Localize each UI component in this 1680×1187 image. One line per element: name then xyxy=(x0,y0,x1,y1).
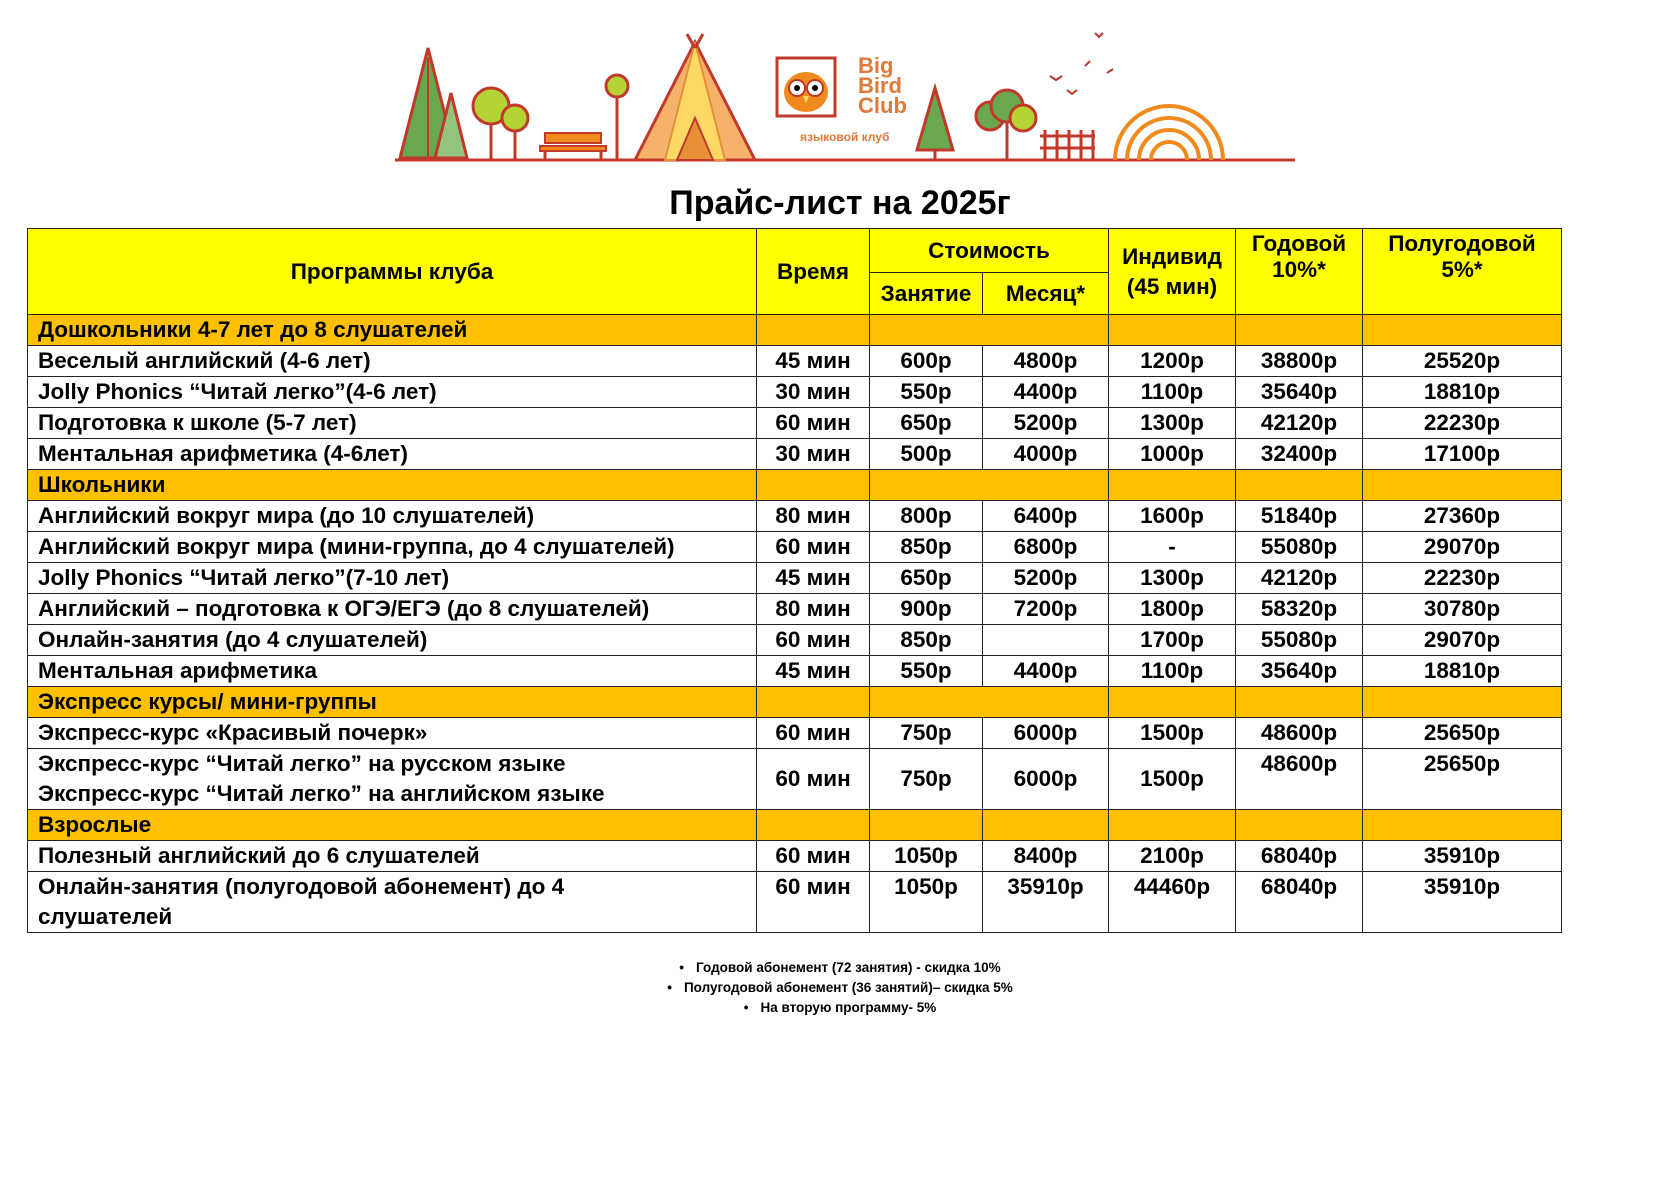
footnote-item: • Годовой абонемент (72 занятия) - скидка 10% xyxy=(679,960,1001,975)
header-month: Месяц* xyxy=(983,273,1109,315)
table-row: Jolly Phonics “Читай легко”(4-6 лет) 30 мин 550р 4400р 1100р 35640р 18810р xyxy=(28,377,1562,408)
brand-subtitle: языковой клуб xyxy=(800,130,890,144)
section-row: Школьники xyxy=(28,470,1562,501)
round-tree-icon xyxy=(473,88,528,160)
table-row: Подготовка к школе (5-7 лет) 60 мин 650р 5200р 1300р 42120р 22230р xyxy=(28,408,1562,439)
section-row: Экспресс курсы/ мини-группы xyxy=(28,687,1562,718)
table-row: Английский вокруг мира (до 10 слушателей) 80 мин 800р 6400р 1600р 51840р 27360р xyxy=(28,501,1562,532)
tree-cluster-icon xyxy=(976,90,1036,160)
table-row: Экспресс-курс «Красивый почерк» 60 мин 750р 6000р 1500р 48600р 25650р xyxy=(28,718,1562,749)
header-time: Время xyxy=(757,229,870,315)
table-row: Полезный английский до 6 слушателей 60 мин 1050р 8400р 2100р 68040р 35910р xyxy=(28,841,1562,872)
small-tree-icon xyxy=(606,75,628,160)
footnote-item: • Полугодовой абонемент (36 занятий)– скидка 5% xyxy=(667,980,1013,995)
small-pine-icon xyxy=(917,88,953,160)
table-row: Веселый английский (4-6 лет) 45 мин 600р 4800р 1200р 38800р 25520р xyxy=(28,346,1562,377)
header-halfyear: Полугодовой 5%* xyxy=(1363,229,1562,315)
header-illustration xyxy=(395,18,1295,168)
page-title: Прайс-лист на 2025г xyxy=(669,184,1011,222)
pine-tree-icon xyxy=(400,48,467,160)
header-programs: Программы клуба xyxy=(28,229,757,315)
footnotes xyxy=(0,958,1680,1018)
header-lesson: Занятие xyxy=(870,273,983,315)
brand-name: Big Bird Club xyxy=(858,53,907,118)
section-row: Взрослые xyxy=(28,810,1562,841)
teepee-icon xyxy=(635,34,755,160)
table-row: Онлайн-занятия (до 4 слушателей) 60 мин 850р 1700р 55080р 29070р xyxy=(28,625,1562,656)
owl-logo-icon xyxy=(777,58,835,116)
fence-icon xyxy=(1040,130,1095,160)
header-individual: Индивид (45 мин) xyxy=(1109,229,1236,315)
table-row: Ментальная арифметика (4-6лет) 30 мин 500р 4000р 1000р 32400р 17100р xyxy=(28,439,1562,470)
price-table xyxy=(27,228,1562,933)
table-row: Английский вокруг мира (мини-группа, до 4 слушателей) 60 мин 850р 6800р - 55080р 29070р xyxy=(28,532,1562,563)
section-row: Дошкольники 4-7 лет до 8 слушателей xyxy=(28,315,1562,346)
header-cost: Стоимость xyxy=(870,229,1109,273)
footnote-item: • На вторую программу- 5% xyxy=(743,1000,937,1015)
table-row: Ментальная арифметика 45 мин 550р 4400р 1100р 35640р 18810р xyxy=(28,656,1562,687)
table-row: Jolly Phonics “Читай легко”(7-10 лет) 45 мин 650р 5200р 1300р 42120р 22230р xyxy=(28,563,1562,594)
header-yearly: Годовой 10%* xyxy=(1236,229,1363,315)
bench-icon xyxy=(540,133,606,160)
birds-icon xyxy=(1050,33,1113,94)
table-row: Онлайн-занятия (полугодовой абонемент) до 4 слушателей 60 мин 1050р 35910р 44460р 68040р 35910р xyxy=(28,872,1562,933)
table-row: Экспресс-курс “Читай легко” на русском языке Экспресс-курс “Читай легко” на английском языке 60 мин 750р 6000р 1500р 48600р 25650р xyxy=(28,749,1562,810)
table-row: Английский – подготовка к ОГЭ/ЕГЭ (до 8 слушателей) 80 мин 900р 7200р 1800р 58320р 30780р xyxy=(28,594,1562,625)
rainbow-icon xyxy=(1115,106,1223,160)
